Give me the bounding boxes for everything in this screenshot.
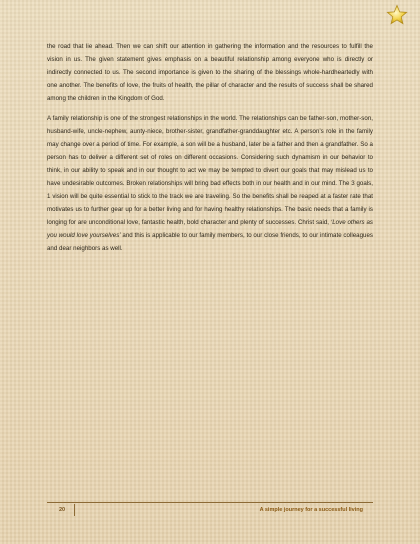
page-body — [47, 40, 373, 255]
paragraph-2-text-b: and this is applicable to our family members, to our close friends, to our intimate colleagues and dear neighbors as well. — [47, 232, 373, 252]
christ-quote: ‘Love others as you would love yourselves’ — [47, 219, 373, 239]
star-icon — [386, 4, 408, 26]
page-footer — [47, 502, 373, 519]
running-title: A simple journey for a successful living — [259, 507, 363, 513]
footer-divider — [74, 504, 75, 516]
body-paragraph-2 — [47, 112, 373, 255]
body-paragraph-1: the road that lie ahead. Then we can shift our attention in gathering the information and the resources to fulfill the vision in us. The given statement gives emphasis on a beautiful relationship among everyone who is directly or indirectly connected to us. The second importance is given to the sharing of the blessings whole-hardheartedly with one another. The benefits of love, the fruits of health, the pillar of character and the results of success shall be shared among the children in the Kingdom of God. — [47, 43, 373, 102]
page-number: 20 — [59, 507, 66, 513]
paragraph-2-text-a: A family relationship is one of the strongest relationships in the world. The relationships can be father-son, mother-son, husband-wife, uncle-nephew, aunty-niece, brother-sister, grandfather-granddaughter etc. A person’s role in the family may change over a period of time. For example, a son will be a husband, later be a father and then a grandfather. So a person has to deliver a different set of roles on different occasions. Considering such dynamism in our behavior to think, in our ability to speak and in our thought to act we may be tempted to divert our goals that may mislead us to have undesirable outcomes. Broken relationships will bring bad effects both in our health and in our mind. The 3 goals, 1 vision will be quite essential to stick to the track we are traveling. So the benefits shall be reaped at a faster rate that motivates us to further gear up for a better living and for having healthy relationships. The basic needs that a family is longing for are unconditional love, fantastic health, bold character and plenty of successes. Christ said, — [47, 115, 373, 226]
